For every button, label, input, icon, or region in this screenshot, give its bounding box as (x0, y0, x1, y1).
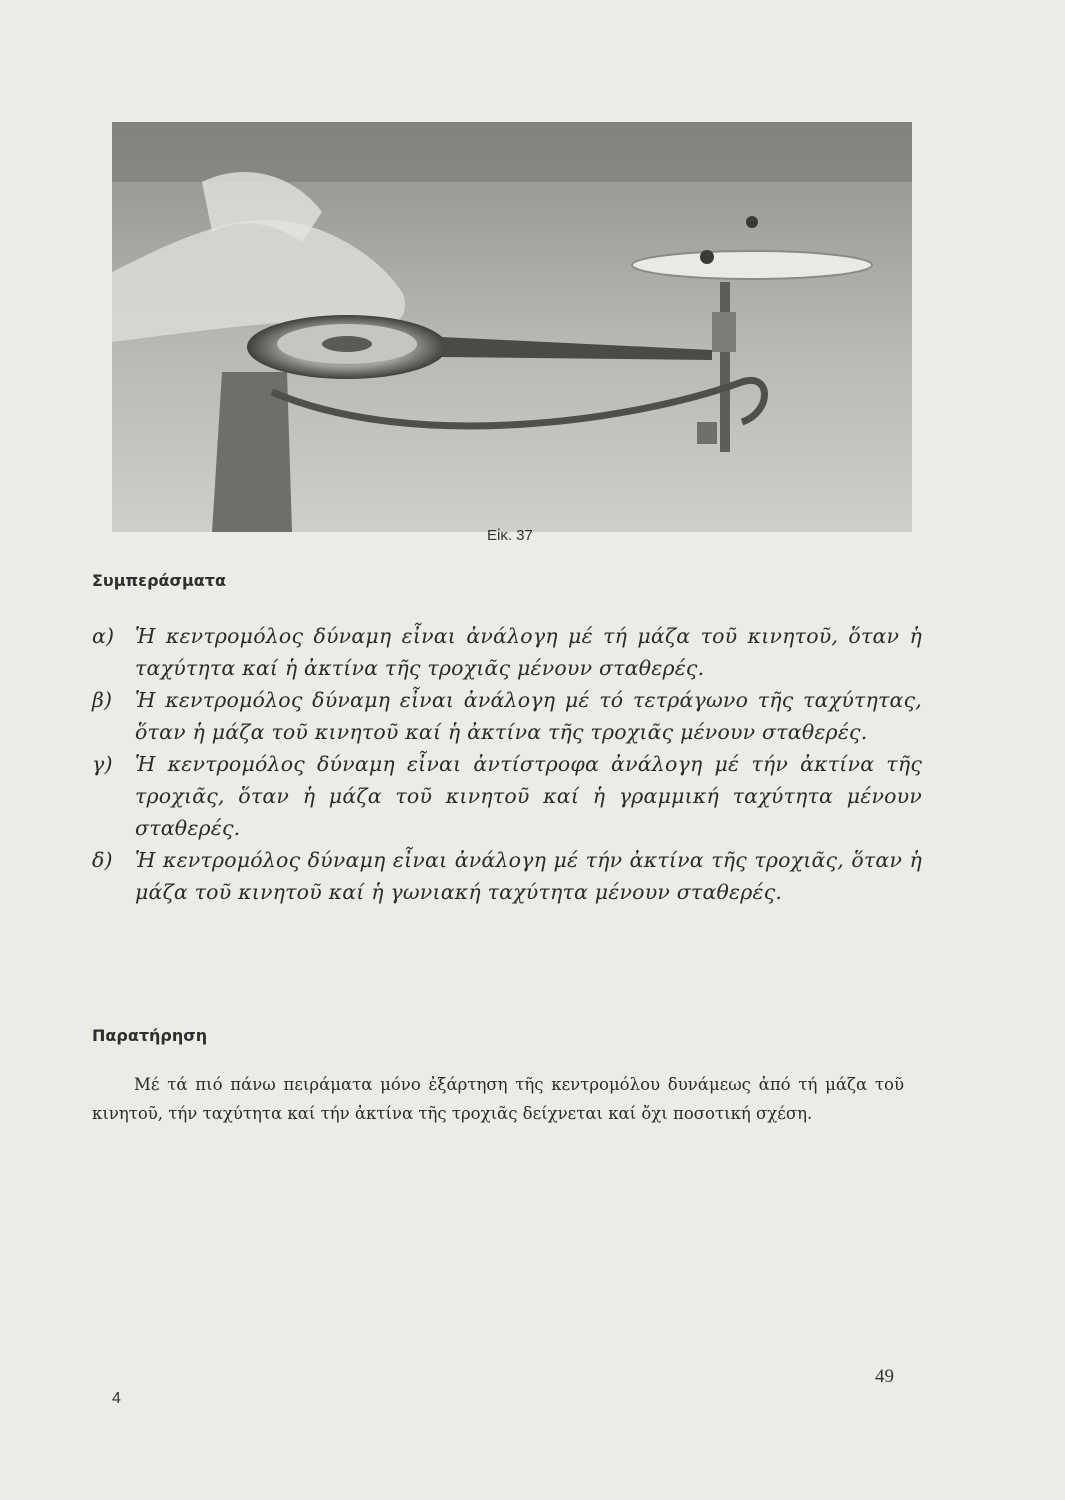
conclusions-heading: Συμπεράσματα (92, 571, 226, 590)
conclusion-marker: γ) (92, 752, 113, 776)
conclusion-marker: β) (92, 688, 113, 712)
conclusion-text: Ἡ κεντρομόλος δύναμη εἶναι ἀνάλογη μέ τήν ἀκτίνα τῆς τροχιᾶς, ὅταν ἡ μάζα τοῦ κινητοῦ καί ἡ γωνιακή ταχύτητα μένουν σταθερές. (135, 848, 922, 904)
conclusion-item (92, 684, 922, 748)
signature-mark: 4 (112, 1390, 121, 1407)
observation-heading: Παρατήρηση (92, 1026, 208, 1045)
conclusion-item (92, 620, 922, 684)
page-number: 49 (875, 1366, 894, 1387)
photo-illustration (112, 122, 912, 532)
conclusion-marker: α) (92, 624, 115, 648)
conclusion-item (92, 844, 922, 908)
figure-caption: Εἰκ. 37 (487, 527, 533, 544)
conclusions-list (92, 620, 922, 908)
observation-paragraph: Μέ τά πιό πάνω πειράματα μόνο ἐξάρτηση τῆς κεντρομόλου δυνάμεως ἀπό τή μάζα τοῦ κινητοῦ, τήν ταχύτητα καί τήν ἀκτίνα τῆς τροχιᾶς δείχνεται καί ὄχι ποσοτική σχέση. (92, 1075, 904, 1123)
conclusion-text: Ἡ κεντρομόλος δύναμη εἶναι ἀνάλογη μέ τή μάζα τοῦ κινητοῦ, ὅταν ἡ ταχύτητα καί ἡ ἀκτίνα τῆς τροχιᾶς μένουν σταθερές. (135, 624, 922, 680)
conclusion-text: Ἡ κεντρομόλος δύναμη εἶναι ἀνάλογη μέ τό τετράγωνο τῆς ταχύτητας, ὅταν ἡ μάζα τοῦ κινητοῦ καί ἡ ἀκτίνα τῆς τροχιᾶς μένουν σταθερές. (135, 688, 922, 744)
conclusion-marker: δ) (92, 848, 113, 872)
conclusion-text: Ἡ κεντρομόλος δύναμη εἶναι ἀντίστροφα ἀνάλογη μέ τήν ἀκτίνα τῆς τροχιᾶς, ὅταν ἡ μάζα τοῦ κινητοῦ καί ἡ γραμμική ταχύτητα μένουν σταθερές. (135, 752, 922, 840)
conclusion-item (92, 748, 922, 844)
apparatus-photo (112, 122, 912, 532)
